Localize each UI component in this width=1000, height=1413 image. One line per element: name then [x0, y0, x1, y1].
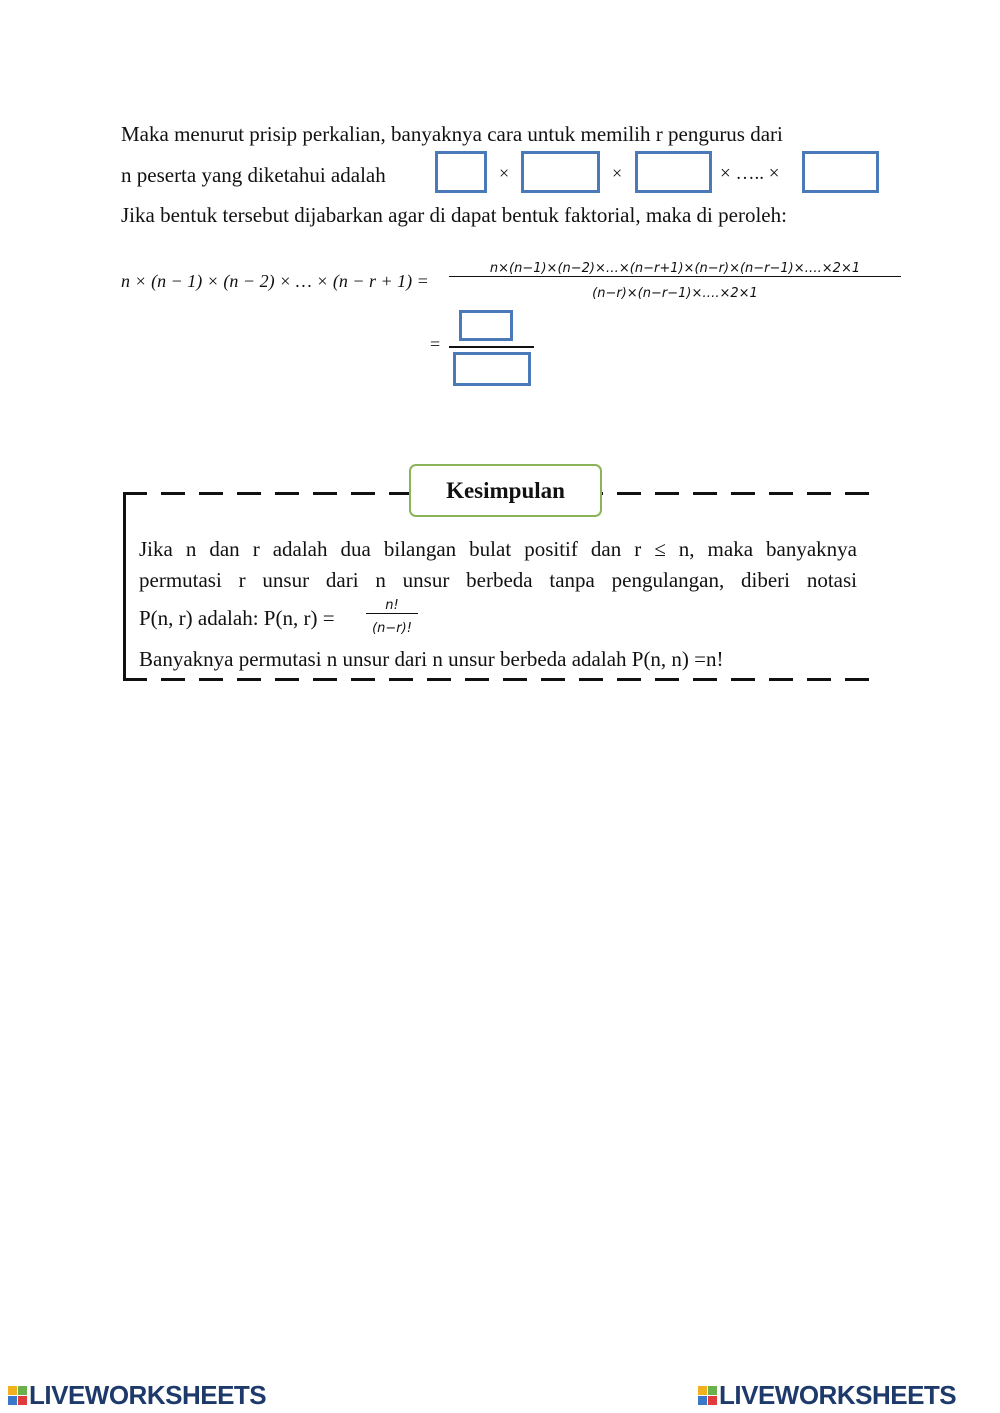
logo-icon [698, 1386, 717, 1405]
formula-numerator: n! [366, 598, 418, 614]
conclusion-line-1: Jika n dan r adalah dua bilangan bulat positif dan r ≤ n, maka banyaknya [139, 537, 857, 561]
answer-box-2[interactable] [521, 151, 600, 193]
equation-lhs: n × (n − 1) × (n − 2) × … × (n − r + 1) = [121, 271, 429, 291]
equals-sign: = [430, 334, 441, 354]
intro-line-1: Maka menurut prisip perkalian, banyaknya cara untuk memilih r pengurus dari [121, 122, 783, 146]
liveworksheets-logo [698, 1380, 956, 1411]
fraction-bar [449, 346, 534, 348]
conclusion-title: Kesimpulan [409, 464, 602, 517]
conclusion-line-3: P(n, r) adalah: P(n, r) = [139, 606, 335, 630]
liveworksheets-logo [8, 1380, 266, 1411]
answer-box-4[interactable] [802, 151, 879, 193]
numerator-answer-box[interactable] [459, 310, 513, 341]
conclusion-line-2: permutasi r unsur dari n unsur berbeda tanpa pengulangan, diberi notasi [139, 568, 857, 592]
answer-box-1[interactable] [435, 151, 487, 193]
answer-box-3[interactable] [635, 151, 712, 193]
logo-icon [8, 1386, 27, 1405]
equation-numerator: n×(n−1)×(n−2)×…×(n−r+1)×(n−r)×(n−r−1)×….×2×1 [449, 261, 901, 277]
equation-denominator: (n−r)×(n−r−1)×….×2×1 [592, 286, 758, 301]
intro-line-3: Jika bentuk tersebut dijabarkan agar di dapat bentuk faktorial, maka di peroleh: [121, 203, 787, 227]
formula-denominator: (n−r)! [372, 621, 412, 636]
logo-text: LIVEWORKSHEETS [29, 1380, 267, 1410]
times-sign: × [612, 163, 623, 183]
times-sign: × [499, 163, 510, 183]
conclusion-line-4: Banyaknya permutasi n unsur dari n unsur berbeda adalah P(n, n) =n! [139, 647, 724, 671]
times-dots: × ….. × [720, 163, 780, 184]
denominator-answer-box[interactable] [453, 352, 531, 386]
intro-line-2: n peserta yang diketahui adalah [121, 163, 386, 187]
logo-text: LIVEWORKSHEETS [719, 1380, 957, 1410]
